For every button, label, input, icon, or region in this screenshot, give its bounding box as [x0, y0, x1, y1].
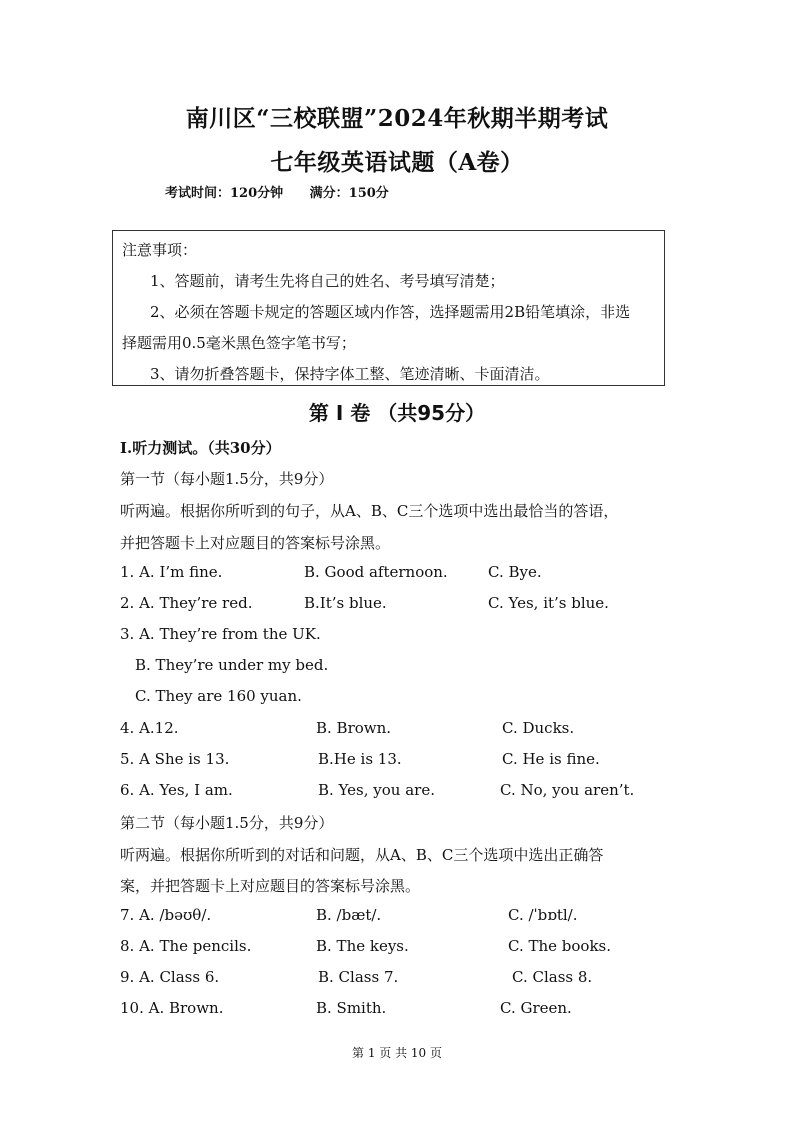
q7-option-a: 7. A. /bəʊθ/.	[120, 906, 212, 924]
q9-option-b: B. Class 7.	[318, 968, 399, 986]
q9-option-c: C. Class 8.	[512, 968, 593, 986]
q2-option-c: C. Yes, it’s blue.	[488, 594, 609, 612]
q2-option-b: B.It’s blue.	[304, 594, 387, 612]
q6-option-c: C. No, you aren’t.	[500, 781, 635, 799]
q3-option-a: 3. A. They’re from the UK.	[120, 625, 321, 643]
q8-option-c: C. The books.	[508, 937, 612, 955]
q3-option-b: B. They’re under my bed.	[135, 656, 329, 674]
section-title: 第 Ⅰ 卷 （共95分）	[308, 401, 486, 425]
notice-item-3: 3、请勿折叠答题卡，保持字体工整、笔迹清晰、卡面清洁。	[150, 365, 550, 383]
part2-heading: 第二节（每小题1.5分，共9分）	[120, 814, 334, 832]
q5-option-c: C. He is fine.	[502, 750, 600, 768]
listening-heading: Ⅰ.听力测试。（共30分）	[120, 439, 281, 457]
q3-option-c: C. They are 160 yuan.	[135, 687, 302, 705]
part1-heading: 第一节（每小题1.5分，共9分）	[120, 470, 334, 488]
q6-option-b: B. Yes, you are.	[318, 781, 435, 799]
exam-time: 考试时间：120分钟	[165, 186, 284, 201]
page-number: 第 1 页 共 10 页	[352, 1046, 442, 1060]
notice-heading: 注意事项：	[122, 241, 198, 259]
q4-option-c: C. Ducks.	[502, 719, 575, 737]
q1-option-a: 1. A. I’m fine.	[120, 563, 223, 581]
notice-item-1: 1、答题前，请考生先将自己的姓名、考号填写清楚；	[150, 272, 505, 290]
notice-item-2: 2、必须在答题卡规定的答题区域内作答，选择题需用2B铅笔填涂，非选	[150, 303, 631, 321]
exam-info	[165, 182, 389, 201]
q5-option-a: 5. A She is 13.	[120, 750, 230, 768]
exam-title: 南川区“三校联盟”2024年秋期半期考试	[185, 105, 609, 132]
part2-instruction: 听两遍。根据你所听到的对话和问题，从A、B、C三个选项中选出正确答	[120, 846, 604, 864]
notice-item-2-cont: 择题需用0.5毫米黑色签字笔书写；	[122, 334, 356, 352]
q2-option-a: 2. A. They’re red.	[120, 594, 253, 612]
q6-option-a: 6. A. Yes, I am.	[120, 781, 233, 799]
q8-option-a: 8. A. The pencils.	[120, 937, 252, 955]
q10-option-a: 10. A. Brown.	[120, 999, 224, 1017]
notice-box	[112, 230, 665, 386]
exam-score: 满分：150分	[309, 186, 389, 201]
part1-instruction: 听两遍。根据你所听到的句子，从A、B、C三个选项中选出最恰当的答语，	[120, 502, 619, 520]
q10-option-b: B. Smith.	[316, 999, 387, 1017]
part1-instruction-cont: 并把答题卡上对应题目的答案标号涂黑。	[120, 534, 391, 552]
q4-option-a: 4. A.12.	[120, 719, 179, 737]
q1-option-c: C. Bye.	[488, 563, 542, 581]
exam-subtitle: 七年级英语试题（A卷）	[270, 149, 524, 176]
q10-option-c: C. Green.	[500, 999, 572, 1017]
q7-option-c: C. /ˈbɒtl/.	[508, 906, 578, 924]
part2-instruction-cont: 案，并把答题卡上对应题目的答案标号涂黑。	[120, 877, 421, 895]
q5-option-b: B.He is 13.	[318, 750, 402, 768]
q9-option-a: 9. A. Class 6.	[120, 968, 220, 986]
q1-option-b: B. Good afternoon.	[304, 563, 448, 581]
q4-option-b: B. Brown.	[316, 719, 392, 737]
q8-option-b: B. The keys.	[316, 937, 409, 955]
q7-option-b: B. /bæt/.	[316, 906, 382, 924]
